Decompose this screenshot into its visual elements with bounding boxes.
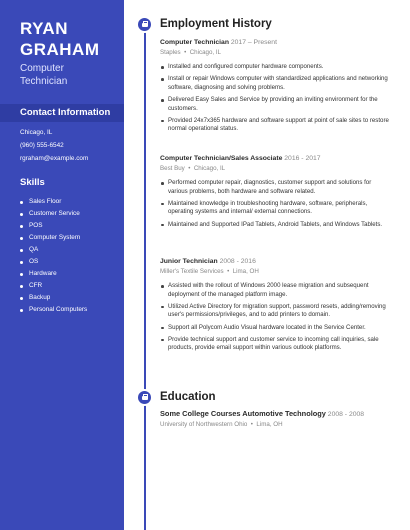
graduation-cap-icon: [136, 389, 153, 406]
title-line-2: Technician: [20, 76, 68, 87]
employment-heading: Employment History: [160, 18, 272, 30]
education-location: Lima, OH: [256, 421, 283, 428]
title-line-1: Computer: [20, 63, 64, 74]
job-bullet: Provide technical support and customer service to incoming call inquiries, sale products, provide email support within various outlook platforms.: [160, 336, 390, 353]
contact-heading: Contact Information: [0, 104, 124, 122]
job-dates: 2017 – Present: [230, 39, 277, 46]
job-bullet: Installed and configured computer hardware components.: [160, 63, 390, 72]
skill-item: Sales Floor: [20, 196, 87, 208]
job-title: Computer Technician/Sales Associate: [160, 155, 283, 162]
skill-item: CFR: [20, 280, 87, 292]
job-entry: Computer Technician 2017 – Present Staples • Chicago, IL Installed and configured computer hardware components. Install or repair Windows computer with standardized applications and networking software, diagnosing and solving problems. Delivered Easy Sales and Service by providing an inviting environment for the customers. Provided 24x7x365 hardware and software support at point of sale sites to restore normal operational status.: [160, 39, 389, 133]
job-bullet: Maintained knowledge in troubleshooting hardware, software, peripherals, operating systems and internal/ external connections.: [160, 200, 390, 217]
candidate-name: [20, 18, 100, 60]
job-bullets: [160, 282, 390, 353]
education-title: Some College Courses Automotive Technology: [160, 409, 326, 418]
skill-item: POS: [20, 220, 87, 232]
job-bullet: Support all Polycom Audio Visual hardware located in the Service Center.: [160, 324, 390, 333]
job-bullet: Install or repair Windows computer with standardized applications and networking software, diagnosing and solving problems.: [160, 75, 390, 92]
job-company: Staples: [160, 49, 181, 56]
job-company: Miller's Textile Services: [160, 268, 224, 275]
job-title: Junior Technician: [160, 258, 218, 265]
briefcase-icon: [136, 16, 153, 33]
job-bullet: Utilized Active Directory for migration support, password resets, adding/removing user's permissions/privileges, and to add printers to domain.: [160, 303, 390, 320]
contact-email: rgraham@example.com: [20, 155, 89, 162]
skill-item: QA: [20, 244, 87, 256]
contact-info: [20, 126, 88, 165]
job-company: Best Buy: [160, 165, 185, 172]
job-title: Computer Technician: [160, 39, 229, 46]
job-location: Chicago, IL: [193, 165, 226, 172]
skills-list: [20, 196, 87, 316]
job-bullet: Delivered Easy Sales and Service by providing an inviting environment for the customers.: [160, 96, 390, 113]
job-entry: Computer Technician/Sales Associate 2016 - 2017 Best Buy • Chicago, IL Performed computer repair, diagnostics, customer support and solutions for various problems, both hardware and software related. Maintained knowledge in troubleshooting hardware, software, peripherals, operating systems and internal/ external connections. Maintained and Supported IPad Tablets, Android Tablets, and Windows Tablets.: [160, 154, 390, 233]
timeline-line: [144, 24, 146, 530]
skills-heading: Skills: [20, 177, 45, 188]
skill-item: Hardware: [20, 268, 87, 280]
job-entry: Junior Technician 2008 - 2016 Miller's Textile Services • Lima, OH Assisted with the rollout of Windows 2000 lease migration and subsequent deployment of the managed platform image. Utilized Active Directory for migration support, password resets, adding/removing user's permissions/privileges, and to add printers to domain. Support all Polycom Audio Visual hardware located in the Service Center. Provide technical support and customer service to incoming call inquiries, sale products, provide email support within various outlook platforms.: [160, 257, 390, 357]
skill-item: Backup: [20, 292, 87, 304]
job-location: Lima, OH: [232, 268, 259, 275]
skill-item: Computer System: [20, 232, 87, 244]
education-entry: Some College Courses Automotive Technology 2008 - 2008 University of Northwestern Ohio • Lima, OH: [160, 409, 365, 428]
job-dates: 2008 - 2016: [219, 258, 256, 265]
job-dates: 2016 - 2017: [284, 155, 321, 162]
job-location: Chicago, IL: [189, 49, 221, 56]
sidebar: [0, 0, 124, 530]
education-school: University of Northwestern Ohio: [160, 421, 248, 428]
first-name: RYAN: [20, 19, 68, 38]
skill-item: Personal Computers: [20, 304, 87, 316]
job-bullet: Performed computer repair, diagnostics, customer support and solutions for various problems, both hardware and software related.: [160, 179, 390, 196]
job-bullet: Maintained and Supported IPad Tablets, Android Tablets, and Windows Tablets.: [160, 221, 390, 230]
education-heading: Education: [160, 391, 216, 403]
job-bullet: Assisted with the rollout of Windows 2000 lease migration and subsequent deployment of the managed platform image.: [160, 282, 390, 299]
skill-item: Customer Service: [20, 208, 87, 220]
job-bullet: Provided 24x7x365 hardware and software support at point of sale sites to restore normal operational status.: [160, 117, 390, 134]
contact-city: Chicago, IL: [20, 129, 53, 136]
contact-phone: (960) 555-6542: [20, 142, 64, 149]
education-dates: 2008 - 2008: [327, 411, 365, 418]
job-bullets: [160, 63, 390, 134]
skill-item: OS: [20, 256, 87, 268]
last-name: GRAHAM: [20, 40, 100, 59]
candidate-title: [20, 62, 67, 88]
job-bullets: [160, 179, 390, 229]
